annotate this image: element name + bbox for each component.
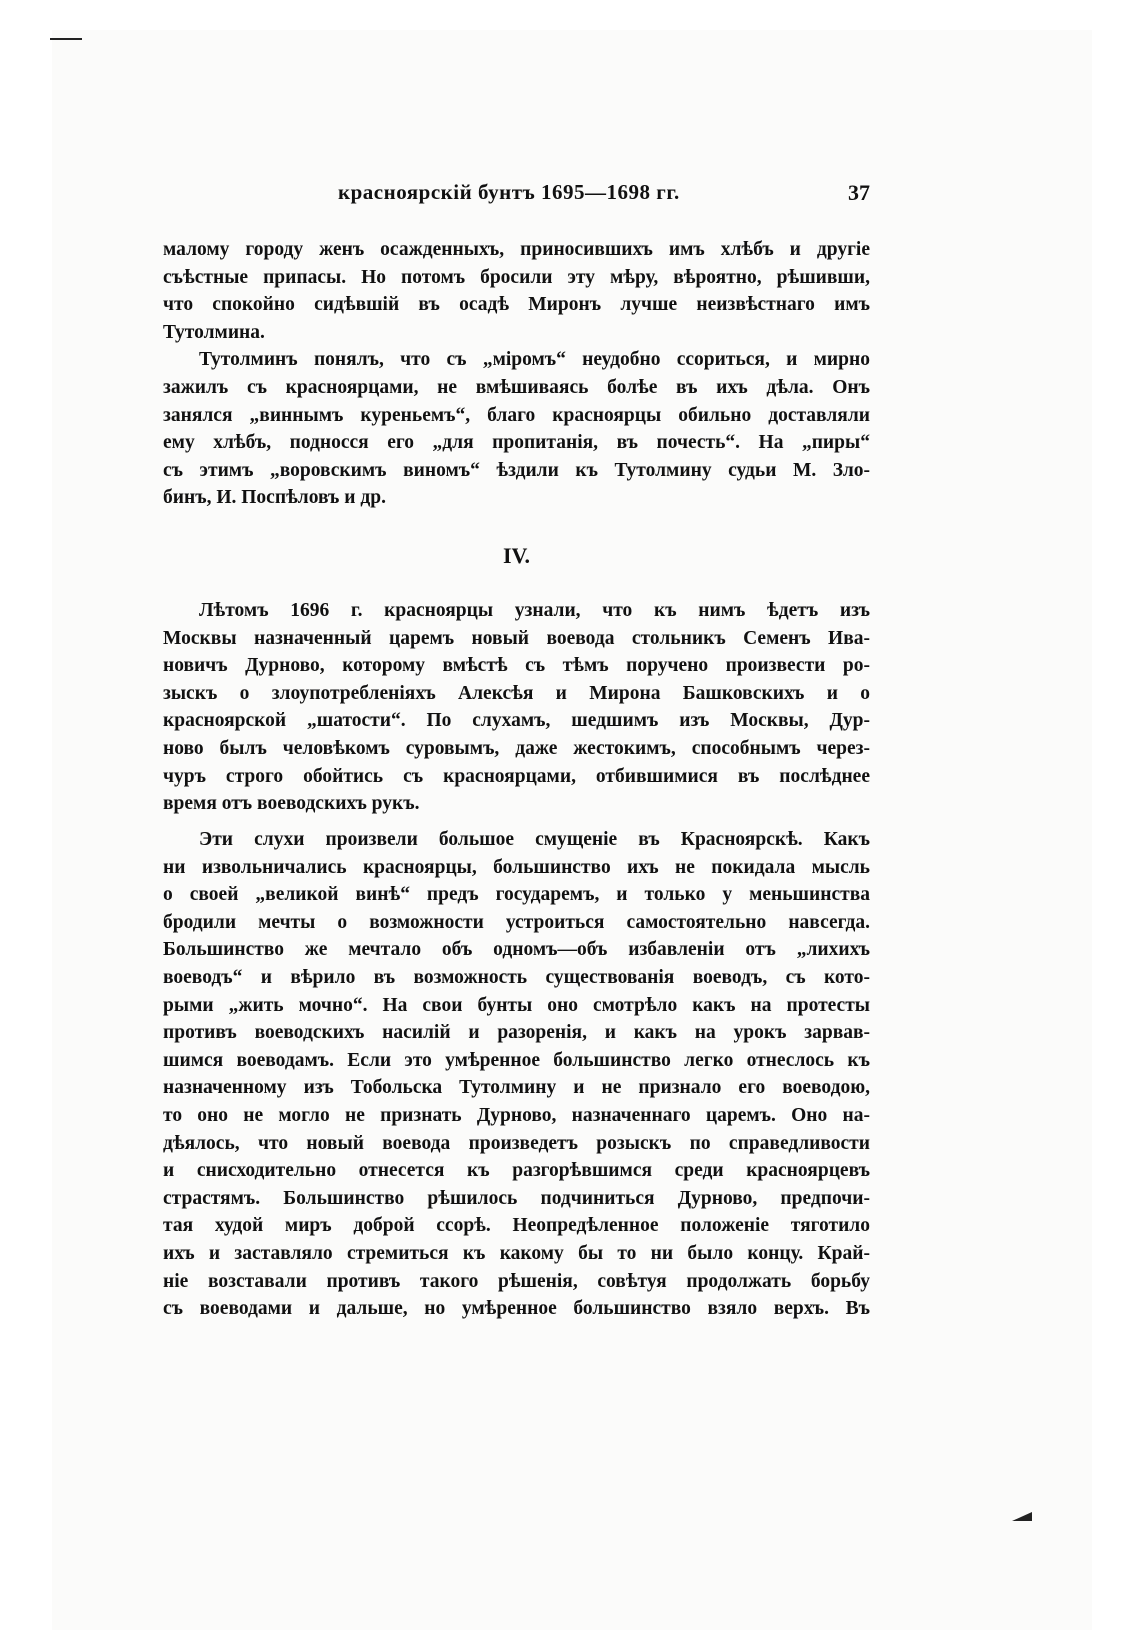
text-line: Эти слухи произвели большое смущеніе въ Красноярскѣ. Какъ bbox=[199, 829, 870, 850]
text-line: ихъ и заставляло стремиться къ какому бы то ни было концу. Край- bbox=[163, 1242, 870, 1264]
text-line: назначенному изъ Тобольска Тутолмину и не признало его воеводою, bbox=[163, 1077, 870, 1099]
page-number: 37 bbox=[848, 180, 870, 205]
text-line: Лѣтомъ 1696 г. красноярцы узнали, что къ нимъ ѣдетъ изъ bbox=[199, 600, 870, 621]
text-line: и снисходительно отнесется къ разгорѣвшимся среди красноярцевъ bbox=[163, 1160, 870, 1182]
text-line: зажилъ съ красноярцами, не вмѣшиваясь болѣе въ ихъ дѣла. Онъ bbox=[163, 376, 870, 398]
text-line: чуръ строго обойтись съ красноярцами, отбившимися въ послѣднее bbox=[163, 765, 870, 787]
text-line: Тутолмина. bbox=[163, 321, 265, 343]
text-line: ему хлѣбъ, подносся его „для пропитанія, въ почесть“. На „пиры“ bbox=[163, 432, 870, 454]
text-line: зыскъ о злоупотребленіяхъ Алексѣя и Мирона Башковскихъ и о bbox=[163, 682, 870, 704]
text-block-1 bbox=[163, 236, 870, 512]
text-line: ново былъ человѣкомъ суровымъ, даже жестокимъ, способнымъ через- bbox=[163, 737, 870, 759]
text-block-2 bbox=[163, 597, 870, 818]
text-line: съѣстные припасы. Но потомъ бросили эту мѣру, вѣроятно, рѣшивши, bbox=[163, 266, 870, 288]
text-line: бродили мечты о возможности устроиться самостоятельно навсегда. bbox=[163, 911, 870, 933]
text-line: съ воеводами и дальше, но умѣренное большинство взяло верхъ. Въ bbox=[163, 1298, 870, 1320]
text-line: съ этимъ „воровскимъ виномъ“ ѣздили къ Тутолмину судьи М. Зло- bbox=[163, 459, 870, 481]
text-line: новичъ Дурново, которому вмѣстѣ съ тѣмъ поручено произвести ро- bbox=[163, 655, 870, 677]
running-title: красноярскій бунтъ 1695—1698 гг. bbox=[338, 180, 680, 204]
text-line: время отъ воеводскихъ рукъ. bbox=[163, 793, 420, 815]
text-line: красноярской „шатости“. По слухамъ, шедшимъ изъ Москвы, Дур- bbox=[163, 710, 870, 732]
text-line: малому городу женъ осажденныхъ, приносившихъ имъ хлѣбъ и другіе bbox=[163, 239, 870, 260]
text-line: тая худой миръ доброй ссорѣ. Неопредѣленное положеніе тяготило bbox=[163, 1215, 870, 1237]
text-line: Большинство же мечтало объ одномъ—объ избавленіи отъ „лихихъ bbox=[163, 939, 870, 961]
text-line: дѣялось, что новый воевода произведетъ розыскъ по справедливости bbox=[163, 1132, 870, 1154]
scan-mark-top-left bbox=[50, 38, 82, 40]
page-header bbox=[163, 180, 870, 210]
text-line: бинъ, И. Поспѣловъ и др. bbox=[163, 487, 386, 509]
text-line: противъ воеводскихъ насилій и разоренія, и какъ на урокъ зарвав- bbox=[163, 1022, 870, 1044]
text-line: то оно не могло не признать Дурново, назначеннаго царемъ. Оно на- bbox=[163, 1104, 870, 1126]
text-line: страстямъ. Большинство рѣшилось подчиниться Дурново, предпочи- bbox=[163, 1187, 870, 1209]
text-line: воеводъ“ и вѣрило въ возможность существованія воеводъ, съ кото- bbox=[163, 966, 870, 988]
text-line: о своей „великой винѣ“ предъ государемъ, и только у меньшинства bbox=[163, 884, 870, 906]
section-number: IV. bbox=[502, 543, 531, 568]
text-block-3 bbox=[163, 826, 870, 1323]
text-line: рыми „жить мочно“. На свои бунты оно смотрѣло какъ на протесты bbox=[163, 994, 870, 1016]
text-line: ни извольничались красноярцы, большинство ихъ не покидала мысль bbox=[163, 856, 870, 878]
text-line: шимся воеводамъ. Если это умѣренное большинство легко отнеслось къ bbox=[163, 1049, 870, 1071]
text-line: Тутолминъ понялъ, что съ „міромъ“ неудобно ссориться, и мирно bbox=[199, 349, 870, 371]
text-line: занялся „виннымъ куреньемъ“, благо красноярцы обильно доставляли bbox=[163, 404, 870, 426]
text-line: Москвы назначенный царемъ новый воевода стольникъ Семенъ Ива- bbox=[163, 627, 870, 649]
text-line: что спокойно сидѣвшій въ осадѣ Миронъ лучше неизвѣстнаго имъ bbox=[163, 294, 870, 316]
text-line: ніе возставали противъ такого рѣшенія, совѣтуя продолжать борьбу bbox=[163, 1270, 870, 1292]
